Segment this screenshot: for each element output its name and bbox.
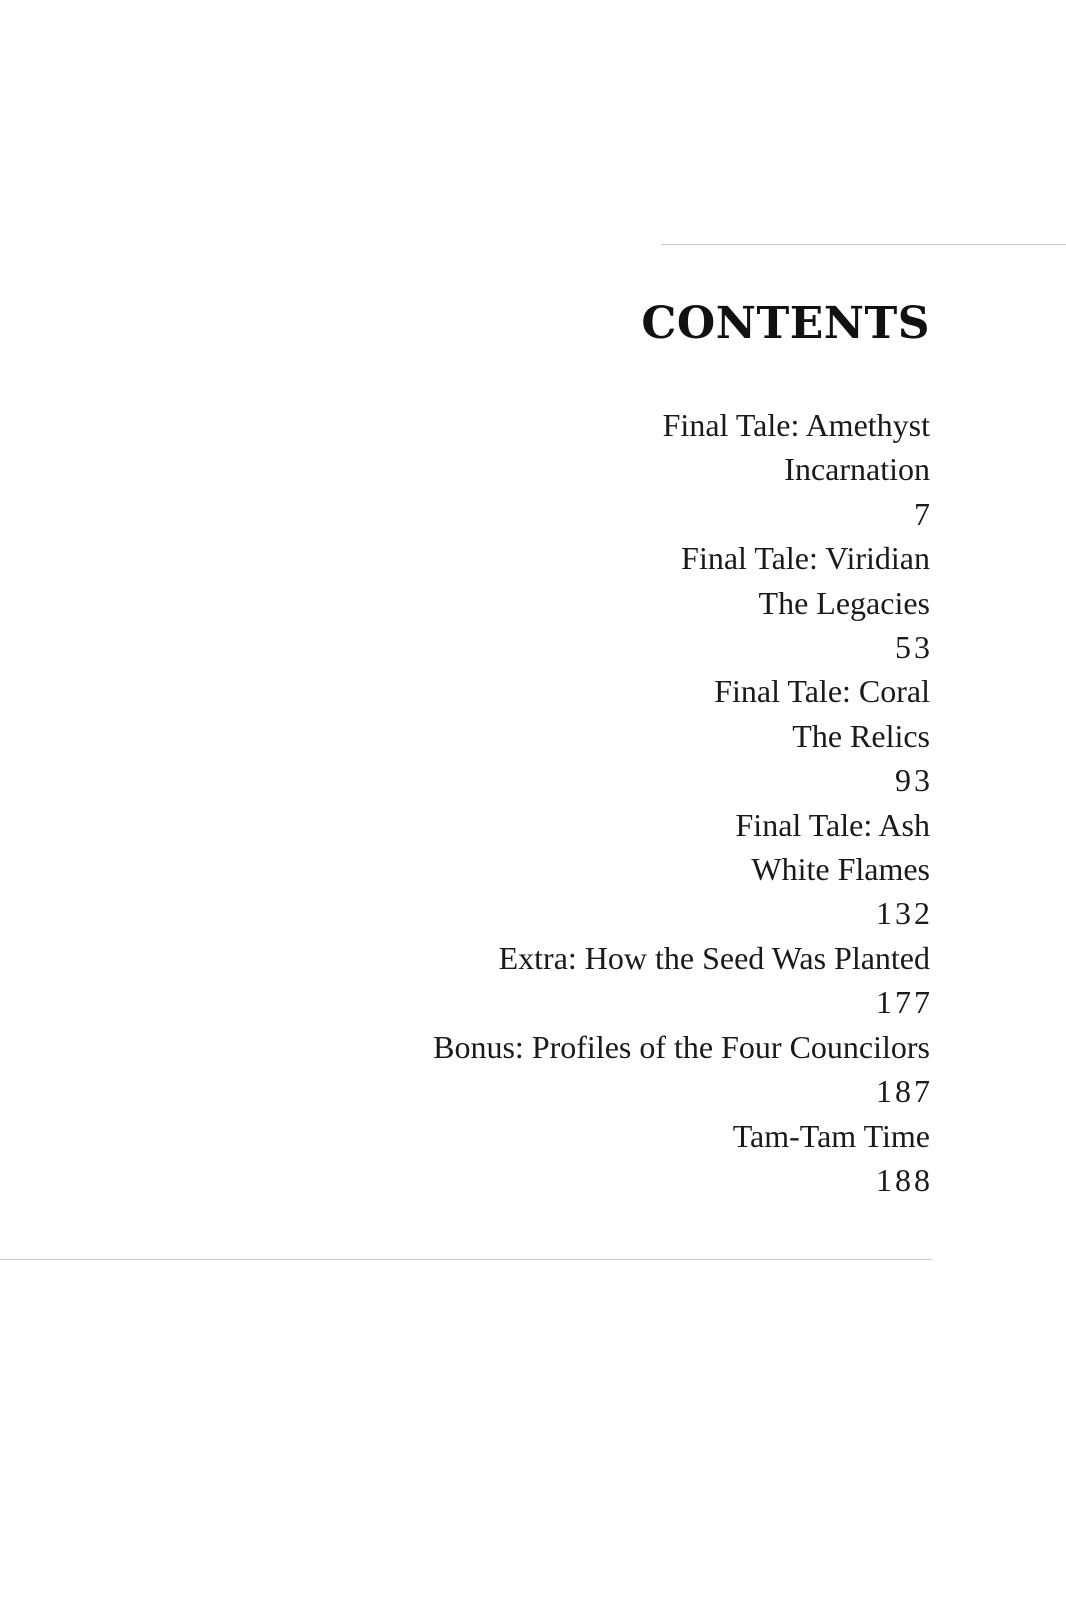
entry-title-line: Extra: How the Seed Was Planted xyxy=(498,939,930,976)
entry-title-line: Final Tale: Ash xyxy=(735,806,930,843)
entry-page-number: 93 xyxy=(895,762,933,799)
toc-entry xyxy=(433,1025,933,1114)
toc-entry xyxy=(433,1114,933,1203)
bottom-divider xyxy=(0,1259,932,1260)
page-title: CONTENTS xyxy=(641,298,930,349)
entry-title-line: Tam-Tam Time xyxy=(732,1117,930,1154)
toc-entry xyxy=(433,403,933,536)
top-divider xyxy=(661,244,1066,245)
entry-title-line: Final Tale: Coral xyxy=(714,673,930,710)
entry-title-line: Bonus: Profiles of the Four Councilors xyxy=(433,1028,930,1065)
toc-entry xyxy=(433,803,933,936)
entry-subtitle-line: White Flames xyxy=(751,851,930,888)
entry-title-line: Final Tale: Viridian xyxy=(681,540,930,577)
toc-entry xyxy=(433,536,933,669)
entry-subtitle-line: Incarnation xyxy=(784,451,930,488)
entry-page-number: 187 xyxy=(876,1073,933,1110)
entry-page-number: 177 xyxy=(876,984,933,1021)
entry-page-number: 53 xyxy=(895,629,933,666)
entry-page-number: 188 xyxy=(876,1161,933,1198)
entry-title-line: Final Tale: Amethyst xyxy=(662,407,930,443)
entry-page-number: 132 xyxy=(876,895,933,932)
entry-page-number: 7 xyxy=(914,495,933,532)
entry-subtitle-line: The Relics xyxy=(792,717,930,754)
toc-entry xyxy=(433,669,933,802)
toc-entry xyxy=(433,936,933,1025)
table-of-contents xyxy=(433,403,933,1202)
entry-subtitle-line: The Legacies xyxy=(758,584,930,621)
